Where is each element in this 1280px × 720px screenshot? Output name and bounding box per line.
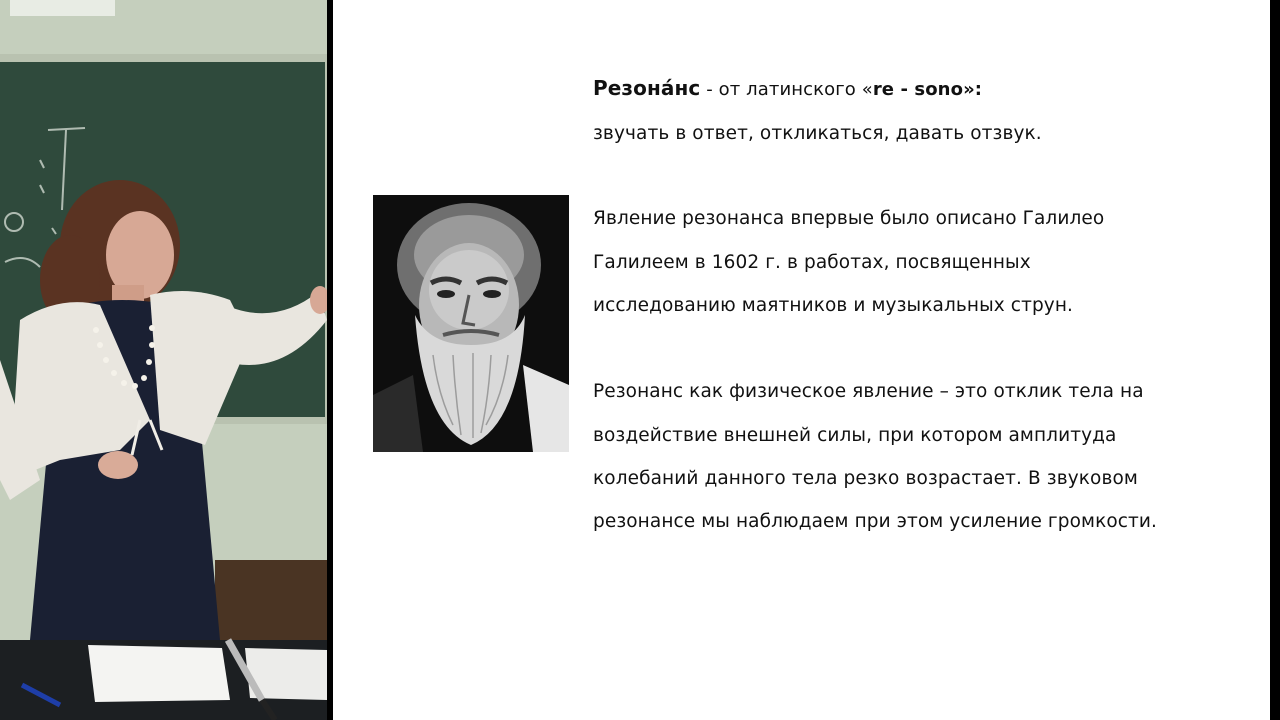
definition-latin-close: »:	[963, 79, 983, 100]
galileo-portrait-image	[373, 195, 569, 452]
physics-line-2: воздействие внешней силы, при котором амплитуда	[593, 425, 1117, 446]
lecturer-video	[0, 0, 327, 720]
galileo-portrait-drawing	[373, 195, 569, 452]
lecturer-scene-illustration	[0, 0, 327, 720]
history-line-1: Явление резонанса впервые было описано Галилео	[593, 208, 1105, 229]
physics-line-1: Резонанс как физическое явление – это отклик тела на	[593, 381, 1144, 402]
definition-latin: re - sono	[872, 79, 964, 100]
presentation-slide	[333, 0, 1270, 720]
history-line-3: исследованию маятников и музыкальных струн.	[593, 295, 1074, 316]
history-line-2: Галилеем в 1602 г. в работах, посвященных	[593, 252, 1031, 273]
definition-term: Резона́нс	[593, 76, 701, 100]
physics-line-3: колебаний данного тела резко возрастает. В звуковом	[593, 468, 1138, 489]
definition-line	[593, 76, 982, 100]
definition-meaning: звучать в ответ, откликаться, давать отзвук.	[593, 123, 1042, 144]
right-letterbox-bar	[1270, 0, 1280, 720]
physics-line-4: резонансе мы наблюдаем при этом усиление громкости.	[593, 511, 1158, 532]
definition-separator: - от латинского «	[700, 79, 873, 100]
